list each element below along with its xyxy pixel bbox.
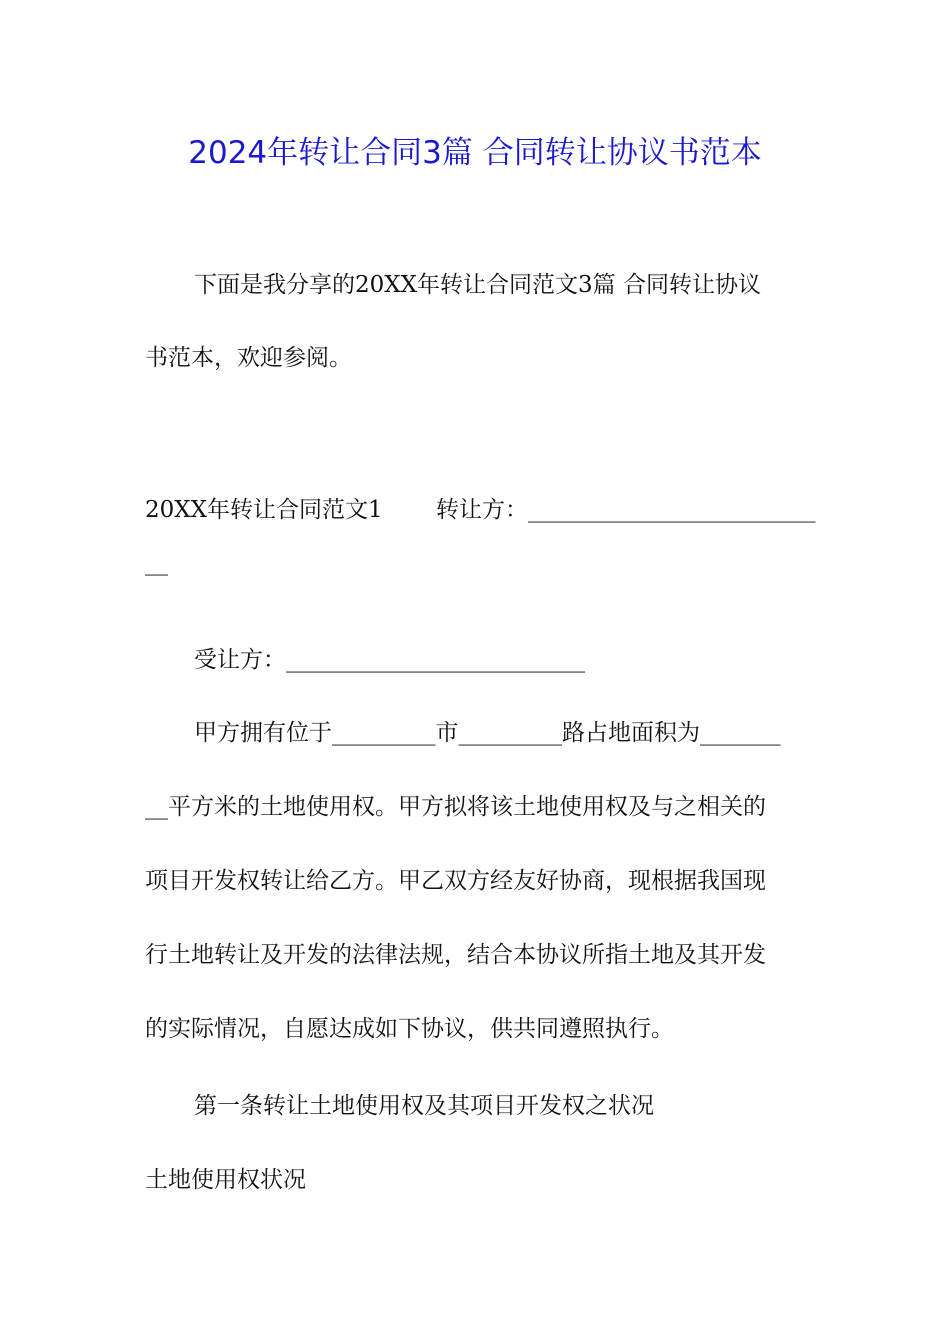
paragraph-line-1: 甲方拥有位于_________市_________路占地面积为_______ [194,720,781,746]
article-1-heading: 第一条转让土地使用权及其项目开发权之状况 [194,1093,654,1119]
paragraph-line-3: 项目开发权转让给乙方。甲乙双方经友好协商，现根据我国现 [145,868,766,894]
transferee-line: 受让方：__________________________ [194,647,585,673]
paragraph-line-5: 的实际情况，自愿达成如下协议，供共同遵照执行。 [145,1016,674,1042]
paragraph-line-2: __平方米的土地使用权。甲方拟将该土地使用权及与之相关的 [145,794,766,820]
document-title: 2024年转让合同3篇 合同转让协议书范本 [188,135,762,171]
section-subheading: 土地使用权状况 [145,1167,306,1193]
contract-heading-line-1: 20XX年转让合同范文1 转让方：_________________________ [145,497,816,523]
intro-line-1: 下面是我分享的20XX年转让合同范文3篇 合同转让协议 [194,272,761,298]
paragraph-line-4: 行土地转让及开发的法律法规，结合本协议所指土地及其开发 [145,942,766,968]
contract-heading-line-2: __ [145,550,168,576]
intro-line-2: 书范本，欢迎参阅。 [145,345,352,371]
